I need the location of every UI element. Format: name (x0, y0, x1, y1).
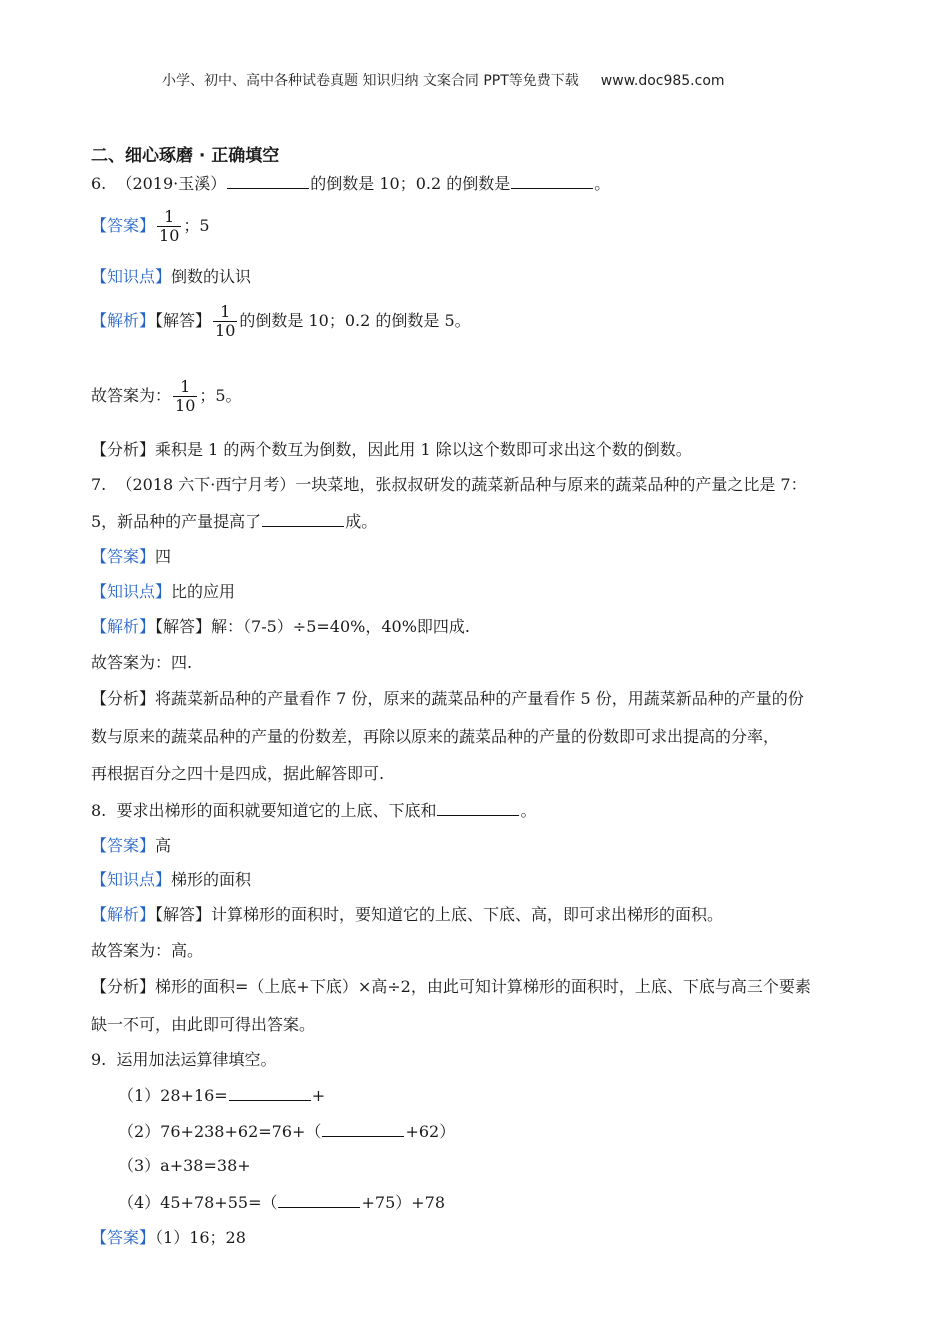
fraction-numerator: 1 (220, 302, 231, 321)
q9-answer-text: （1）16；28 (155, 1228, 246, 1247)
q8-solution-text: 计算梯形的面积时，要知道它的上底、下底、高，即可求出梯形的面积。 (211, 905, 724, 924)
q6-blank-2 (511, 173, 593, 189)
remark-tag: 【分析】 (91, 440, 156, 459)
q7-stem-end: 成。 (345, 512, 378, 531)
q6-analysis (91, 303, 471, 340)
q6-remark (91, 440, 692, 460)
therefore-label: 故答案为： (91, 653, 172, 672)
q7-analysis (91, 617, 470, 637)
q6-number: 6. (91, 174, 107, 193)
q7-stem-text: （2018 六下·西宁月考）一块菜地，张叔叔研发的蔬菜新品种与原来的蔬菜品种的产量之比是 7： (116, 475, 807, 494)
q8-knowledge-text: 梯形的面积 (171, 870, 252, 889)
knowledge-tag: 【知识点】 (91, 870, 172, 889)
q6-source: （2019·玉溪） (116, 174, 227, 193)
q9-sub-4-tail: +75）+78 (361, 1193, 446, 1212)
answer-tag: 【答案】 (91, 216, 156, 235)
q8-answer (91, 836, 171, 856)
therefore-label: 故答案为： (91, 386, 172, 405)
q7-blank (262, 511, 344, 527)
q6-therefore-text: ；5。 (199, 386, 242, 405)
q9-sub-2-tail: +62） (405, 1122, 456, 1141)
q6-stem-text: 的倒数是 10；0.2 的倒数是 (310, 174, 511, 193)
q6-therefore (91, 378, 242, 415)
q9-blank-1 (229, 1085, 311, 1101)
q7-stem-line-2 (91, 511, 377, 532)
q8-stem-text: 要求出梯形的面积就要知道它的上底、下底和 (116, 801, 437, 820)
remark-tag: 【分析】 (91, 689, 156, 708)
q8-remark-line-2: 缺一不可，由此即可得出答案。 (91, 1015, 316, 1034)
q7-knowledge-text: 比的应用 (171, 582, 236, 601)
q8-answer-text: 高 (155, 836, 172, 855)
analysis-tag: 【解析】 (91, 617, 156, 636)
answer-tag: 【答案】 (91, 547, 156, 566)
analysis-tag: 【解析】 (91, 311, 156, 330)
q8-therefore-text: 高。 (171, 941, 204, 960)
q9-sub-3: （3）a+38=38+ (118, 1156, 251, 1175)
fraction-denominator: 10 (175, 396, 196, 415)
q9-stem (91, 1050, 276, 1070)
q7-solution-text: 解：（7-5）÷5=40%，40%即四成. (211, 617, 471, 636)
q6-stem (91, 173, 610, 194)
solution-tag: 【解答】 (155, 905, 212, 924)
solution-tag: 【解答】 (155, 617, 212, 636)
q7-remark-line-3: 再根据百分之四十是四成，据此解答即可. (91, 764, 385, 783)
q7-remark-line-2: 数与原来的蔬菜品种的产量的份数差，再除以原来的蔬菜品种的产量的份数即可求出提高的分率， (91, 727, 780, 746)
q8-stem (91, 800, 536, 821)
answer-tag: 【答案】 (91, 836, 156, 855)
q8-number: 8. (91, 801, 107, 820)
fraction-numerator: 1 (164, 207, 175, 226)
analysis-tag: 【解析】 (91, 905, 156, 924)
q9-sub-2-text: （2）76+238+62=76+（ (118, 1122, 322, 1141)
q9-stem-text: 运用加法运算律填空。 (116, 1050, 277, 1069)
q9-sub-1 (118, 1085, 325, 1106)
solution-tag: 【解答】 (155, 311, 212, 330)
fraction-denominator: 10 (159, 226, 180, 245)
q9-sub-4-text: （4）45+78+55=（ (118, 1193, 278, 1212)
q7-stem-text-2: 5，新品种的产量提高了 (91, 512, 262, 531)
q9-sub-1-tail: + (311, 1086, 326, 1105)
fraction-denominator: 10 (215, 321, 236, 340)
fraction-numerator: 1 (180, 377, 191, 396)
q8-knowledge (91, 870, 251, 890)
header-site-link[interactable]: www.doc985.com (600, 73, 725, 89)
q7-therefore (91, 653, 192, 673)
q7-stem-line-1 (91, 475, 807, 495)
q6-answer (91, 208, 210, 245)
q7-number: 7. (91, 475, 107, 494)
q8-analysis (91, 905, 723, 925)
q6-fraction-3 (173, 378, 197, 415)
q6-fraction-2 (213, 303, 237, 340)
page-header (162, 70, 725, 90)
knowledge-tag: 【知识点】 (91, 267, 172, 286)
q6-answer-tail: ；5 (183, 216, 210, 235)
q6-blank-1 (227, 173, 309, 189)
q9-sub-2 (118, 1121, 455, 1142)
q9-blank-4 (278, 1192, 360, 1208)
q7-answer-text: 四 (155, 547, 172, 566)
answer-tag: 【答案】 (91, 1228, 156, 1247)
q6-stem-end: 。 (594, 174, 611, 193)
q6-knowledge (91, 267, 251, 287)
q9-sub-4 (118, 1192, 445, 1213)
q8-therefore (91, 941, 203, 961)
q8-stem-end: 。 (520, 801, 537, 820)
therefore-label: 故答案为： (91, 941, 172, 960)
q6-knowledge-text: 倒数的认识 (171, 267, 252, 286)
knowledge-tag: 【知识点】 (91, 582, 172, 601)
q8-remark-line-1 (91, 977, 811, 997)
q7-knowledge (91, 582, 235, 602)
q9-answer (91, 1228, 246, 1248)
section-title: 二、细心琢磨 · 正确填空 (91, 146, 280, 166)
q8-remark-text-1: 梯形的面积=（上底+下底）×高÷2，由此可知计算梯形的面积时，上底、下底与高三个要素 (155, 977, 811, 996)
q8-blank (437, 800, 519, 816)
q6-remark-text: 乘积是 1 的两个数互为倒数，因此用 1 除以这个数即可求出这个数的倒数。 (155, 440, 692, 459)
q9-sub-1-text: （1）28+16= (118, 1086, 228, 1105)
q7-remark-line-1 (91, 689, 804, 709)
q9-blank-2 (322, 1121, 404, 1137)
header-text: 小学、初中、高中各种试卷真题 知识归纳 文案合同 PPT等免费下载 (162, 73, 579, 89)
q7-answer (91, 547, 171, 567)
q6-fraction (157, 208, 181, 245)
remark-tag: 【分析】 (91, 977, 156, 996)
q7-remark-text-1: 将蔬菜新品种的产量看作 7 份，原来的蔬菜品种的产量看作 5 份，用蔬菜新品种的产量的份 (155, 689, 804, 708)
q6-solution-text: 的倒数是 10；0.2 的倒数是 5。 (239, 311, 471, 330)
q9-number: 9. (91, 1050, 107, 1069)
q7-therefore-text: 四. (171, 653, 193, 672)
